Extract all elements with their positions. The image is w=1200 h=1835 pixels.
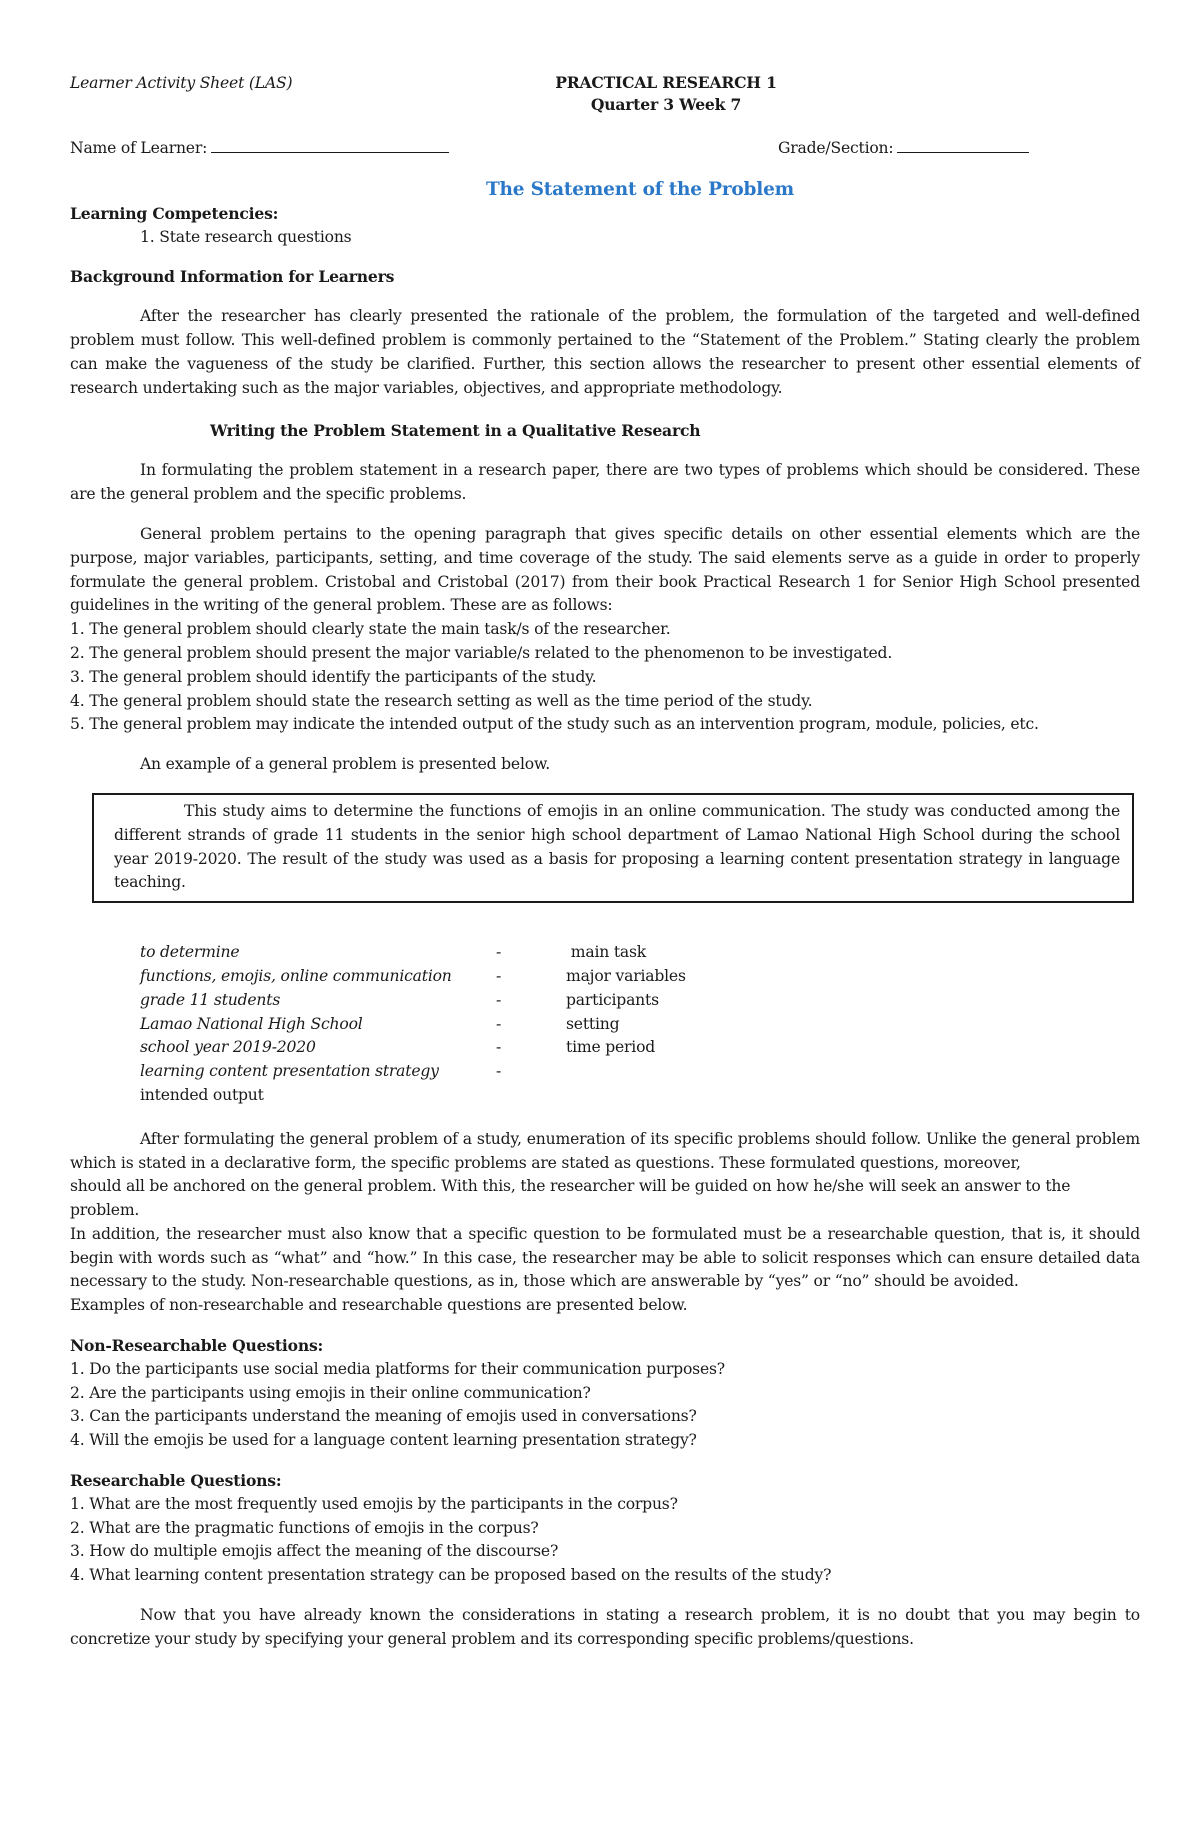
table-row xyxy=(140,1060,1140,1084)
list-item: 3. The general problem should identify the participants of the study. xyxy=(70,667,597,686)
background-paragraph: After the researcher has clearly presented the rationale of the problem, the formulation of the targeted and well-defined problem must follow. This well-defined problem is commonly pertained to the “Statement of the Problem.” Stating clearly the problem can make the vagueness of the study be clarified. Further, this section allows the researcher to present other essential elements of research undertaking such as the major variables, objectives, and appropriate methodology. xyxy=(70,307,1140,397)
sheet-header xyxy=(70,72,1140,118)
table-row xyxy=(140,1013,1140,1037)
list-item: 2. What are the pragmatic functions of emojis in the corpus? xyxy=(70,1518,539,1537)
table-row xyxy=(140,965,1140,989)
learner-info-row xyxy=(70,136,1140,160)
list-item: 3. How do multiple emojis affect the meaning of the discourse? xyxy=(70,1542,559,1561)
mapping-term: learning content presentation strategy xyxy=(140,1062,439,1081)
table-row xyxy=(140,1036,1140,1060)
list-item: 2. The general problem should present the major variable/s related to the phenomenon to be investigated. xyxy=(70,643,893,662)
quarter-week: Quarter 3 Week 7 xyxy=(590,95,742,114)
mapping-role: main task xyxy=(566,943,647,962)
closing-paragraph: Now that you have already known the considerations in stating a research problem, it is no doubt that you may begin to concretize your study by specifying your general problem and its corresponding specific problems/questions. xyxy=(70,1606,1140,1648)
writing-heading: Writing the Problem Statement in a Qualitative Research xyxy=(210,420,701,440)
list-item: 4. Will the emojis be used for a language content learning presentation strategy? xyxy=(70,1431,697,1450)
mapping-dash: - xyxy=(496,966,502,985)
course-heading xyxy=(536,72,796,116)
list-item: 1. Do the participants use social media platforms for their communication purposes? xyxy=(70,1359,725,1378)
table-row xyxy=(140,989,1140,1013)
mapping-role: setting xyxy=(566,1014,620,1033)
list-item: 3. Can the participants understand the meaning of emojis used in conversations? xyxy=(70,1407,697,1426)
example-box: This study aims to determine the functions of emojis in an online communication. The study was conducted among the different strands of grade 11 students in the senior high school department of Lamao National High School during the school year 2019-2020. The result of the study was used as a basis for proposing a learning content presentation strategy in language teaching. xyxy=(92,793,1134,903)
specific-problems-paragraph: After formulating the general problem of a study, enumeration of its specific problems should follow. Unlike the general problem which is stated in a declarative form, the specific problems are stated as questions. These formulated questions, moreover, xyxy=(70,1129,1140,1172)
learner-name-blank[interactable] xyxy=(211,136,449,153)
las-label: Learner Activity Sheet (LAS) xyxy=(70,74,293,92)
grade-section-label: Grade/Section: xyxy=(778,139,894,157)
non-researchable-list xyxy=(70,1358,1140,1453)
guidelines-list xyxy=(70,618,1140,737)
page-title: The Statement of the Problem xyxy=(485,179,795,200)
background-heading: Background Information for Learners xyxy=(70,266,395,286)
mapping-role: participants xyxy=(566,990,659,1009)
mapping-term: functions, emojis, online communication xyxy=(140,966,452,985)
learner-name-field[interactable] xyxy=(70,136,449,161)
mapping-role: time period xyxy=(566,1038,656,1057)
general-problem-paragraph: General problem pertains to the opening paragraph that gives specific details on other essential elements which are the purpose, major variables, participants, setting, and time coverage of the study. The said elements serve as a guide in order to properly formulate the general problem. Cristobal and Cristobal (2017) from their book Practical Research 1 for Senior High School presented guidelines in the writing of the general problem. These are as follows: xyxy=(70,524,1140,615)
list-item: 4. What learning content presentation strategy can be proposed based on the results of the study? xyxy=(70,1566,832,1585)
non-researchable-heading: Non-Researchable Questions: xyxy=(70,1336,324,1356)
mapping-term: grade 11 students xyxy=(140,990,281,1009)
element-mapping-table xyxy=(140,941,1140,1108)
mapping-dash: - xyxy=(496,943,502,962)
writing-intro-paragraph: In formulating the problem statement in a research paper, there are two types of problems which should be considered. These are the general problem and the specific problems. xyxy=(70,461,1140,504)
mapping-dash: - xyxy=(496,1062,502,1081)
grade-section-field[interactable] xyxy=(778,136,1029,161)
table-row xyxy=(140,1084,1140,1108)
grade-section-blank[interactable] xyxy=(897,136,1029,153)
list-item: 2. Are the participants using emojis in their online communication? xyxy=(70,1383,591,1402)
example-intro: An example of a general problem is presented below. xyxy=(140,755,550,774)
competencies-heading: Learning Competencies: xyxy=(70,204,279,223)
mapping-dash: - xyxy=(496,990,502,1009)
list-item: 1. What are the most frequently used emojis by the participants in the corpus? xyxy=(70,1494,678,1513)
specific-problems-paragraph-2: should all be anchored on the general problem. With this, the researcher will be guided on how he/she will seek an answer to the problem. xyxy=(70,1177,1071,1220)
mapping-dash: - xyxy=(496,1014,502,1033)
mapping-term: to determine xyxy=(140,943,240,962)
mapping-term: school year 2019-2020 xyxy=(140,1038,316,1057)
researchable-list xyxy=(70,1493,1140,1588)
mapping-dash: - xyxy=(496,1038,502,1057)
list-item: 4. The general problem should state the research setting as well as the time period of the study. xyxy=(70,691,813,710)
mapping-extra: intended output xyxy=(140,1085,264,1104)
list-item: 5. The general problem may indicate the intended output of the study such as an intervention program, module, policies, etc. xyxy=(70,715,1039,734)
course-title: PRACTICAL RESEARCH 1 xyxy=(555,73,777,92)
competency-item: 1. State research questions xyxy=(140,227,352,246)
learner-name-label: Name of Learner: xyxy=(70,139,208,157)
mapping-term: Lamao National High School xyxy=(140,1014,363,1033)
specific-problems-paragraph-3: In addition, the researcher must also know that a specific question to be formulated must be a researchable question, that is, it should begin with words such as “what” and “how.” In this case, the researcher may be able to solicit responses which can ensure detailed data necessary to the study. Non-researchable questions, as in, those which are answerable by “yes” or “no” should be avoided. xyxy=(70,1224,1140,1291)
researchable-heading: Researchable Questions: xyxy=(70,1471,282,1491)
specific-problems-paragraph-4: Examples of non-researchable and researchable questions are presented below. xyxy=(70,1296,688,1315)
mapping-role: major variables xyxy=(566,966,686,985)
list-item: 1. The general problem should clearly state the main task/s of the researcher. xyxy=(70,620,671,639)
table-row xyxy=(140,941,1140,965)
